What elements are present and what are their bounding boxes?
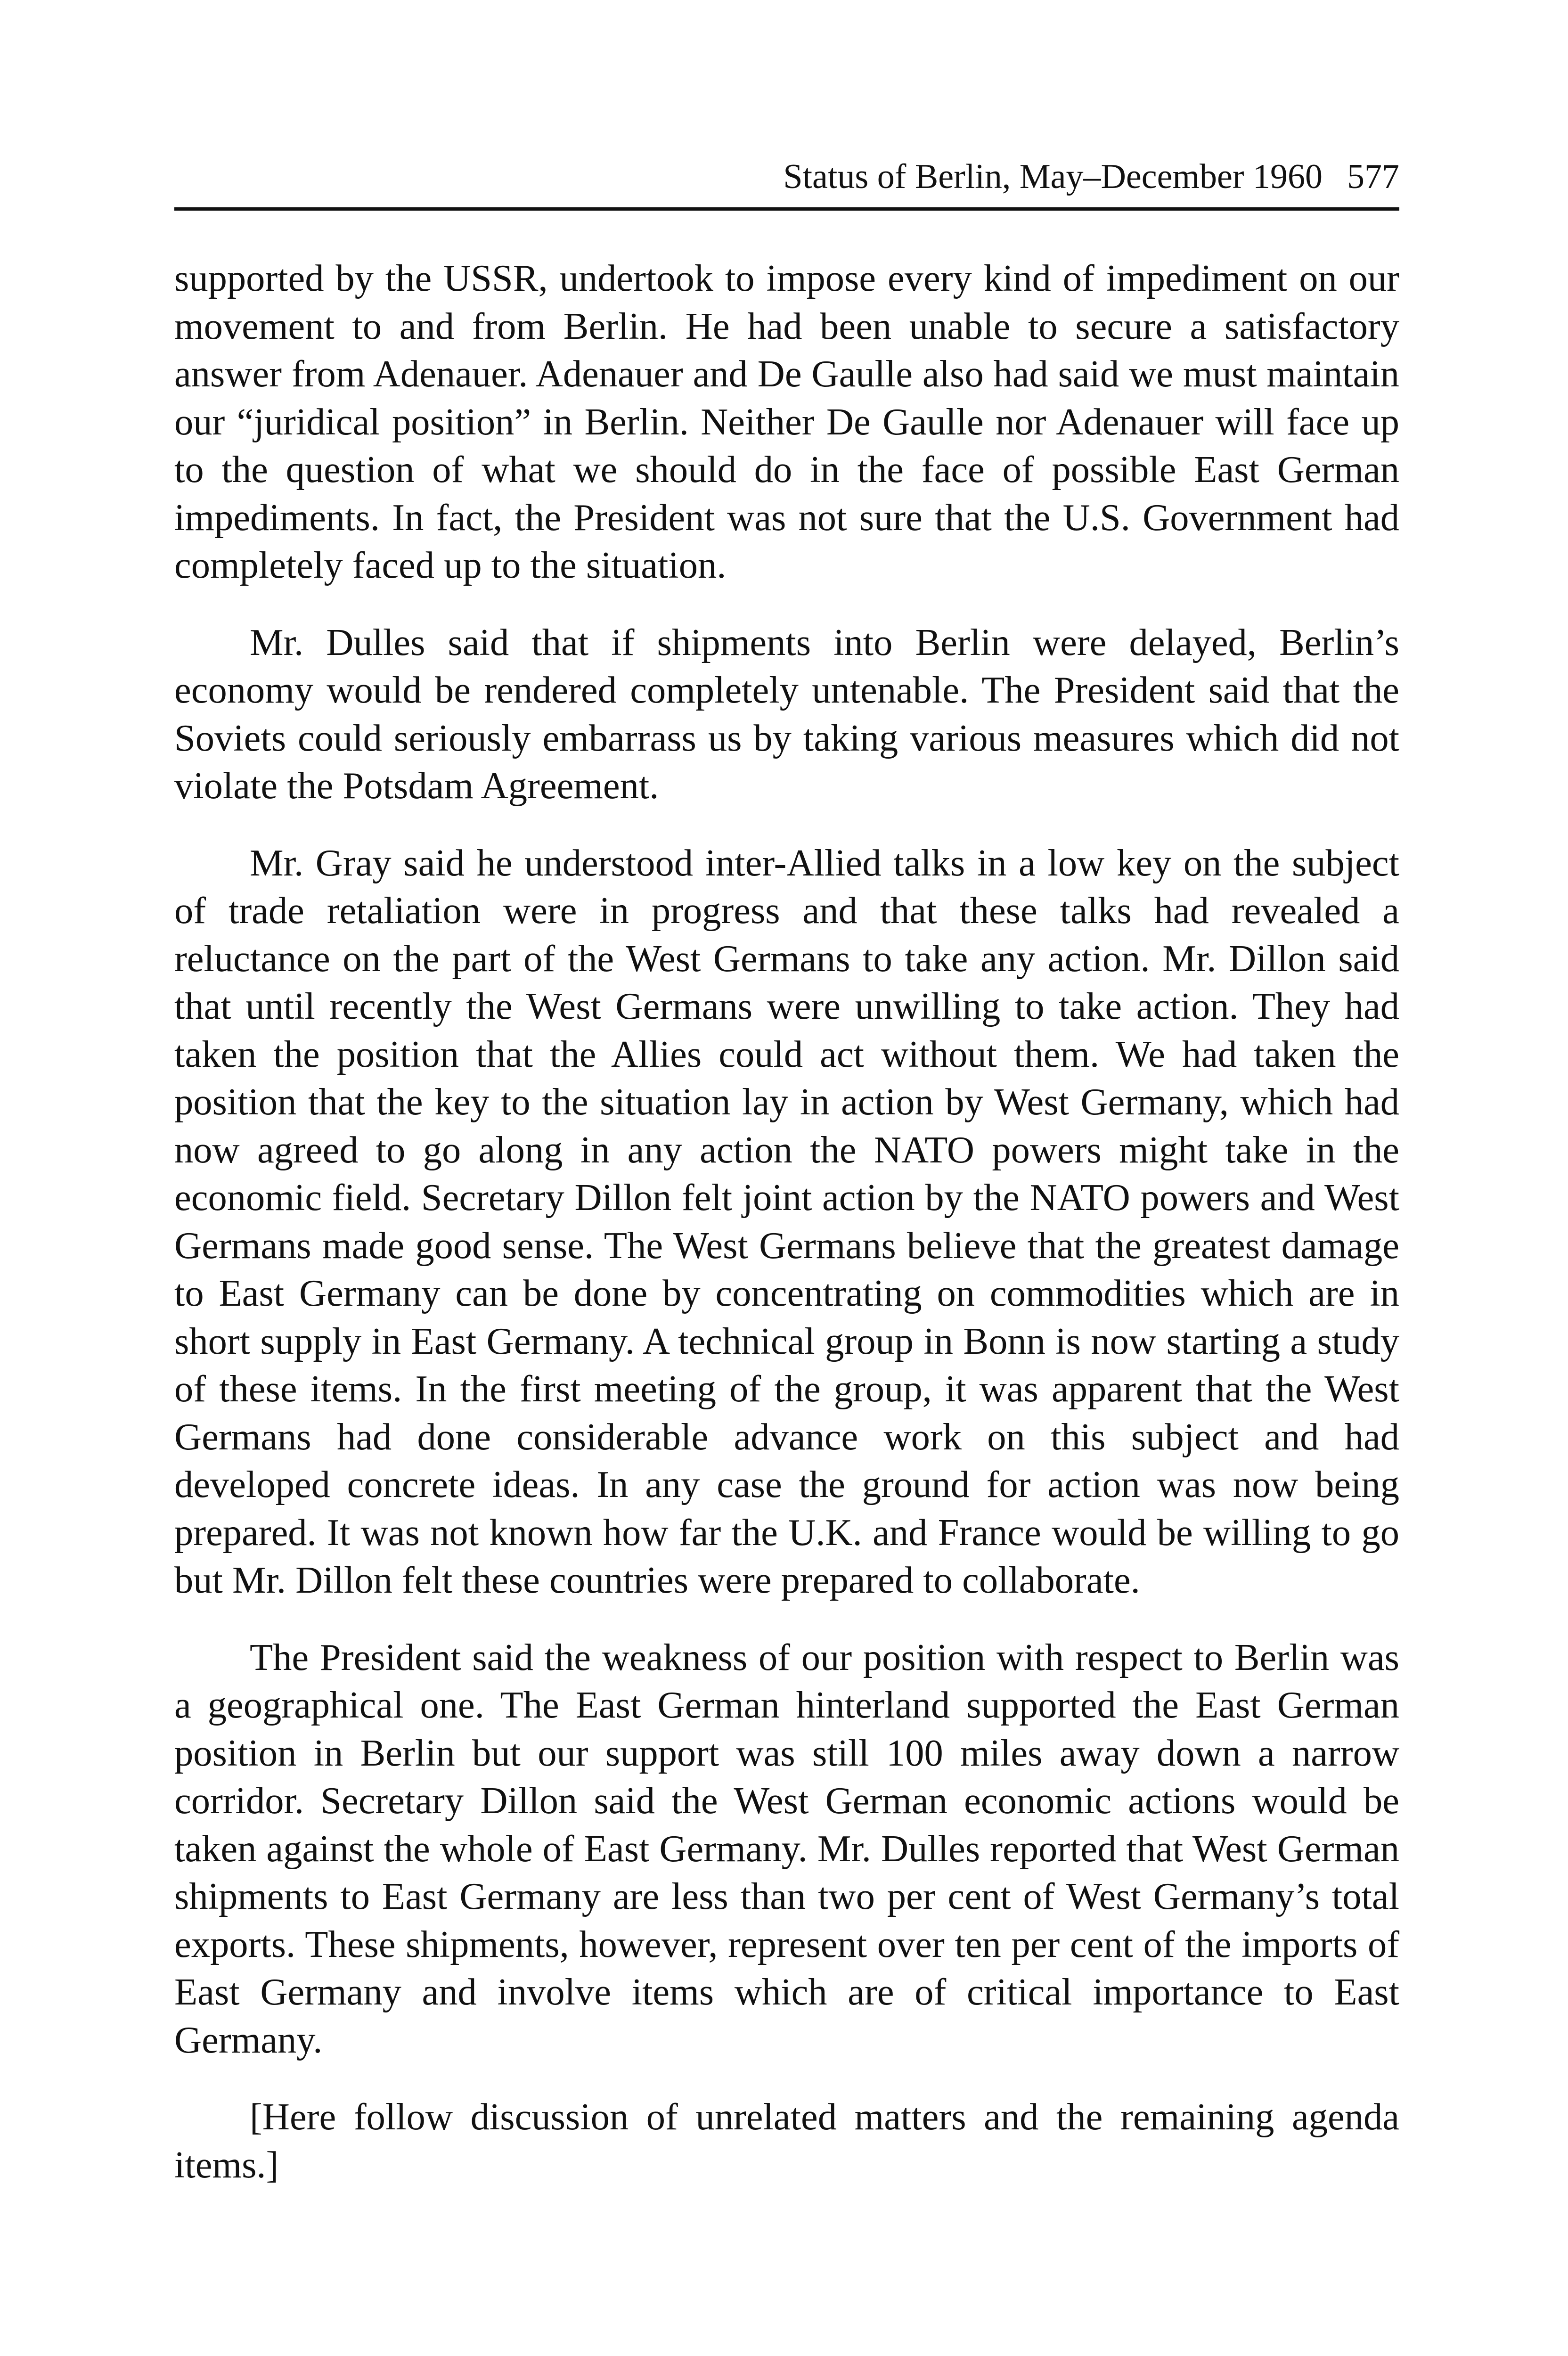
- document-page: [174, 0, 1399, 2356]
- paragraph-editorial-note: [Here follow discussion of unrelated matters and the remaining agenda items.]: [174, 2096, 1399, 2186]
- page-number: 577: [1347, 157, 1399, 196]
- running-header: [174, 159, 1399, 194]
- paragraph-continued: supported by the USSR, undertook to impose every kind of impediment on our movement to and from Berlin. He had been unable to secure a satisfactory answer from Adenauer. Adenauer and De Gaulle also had said we must maintain our “juridical position” in Berlin. Neither De Gaulle nor Adenauer will face up to the question of what we should do in the face of possible East German impediments. In fact, the President was not sure that the U.S. Government had completely faced up to the situation.: [174, 257, 1399, 586]
- paragraph: Mr. Dulles said that if shipments into Berlin were delayed, Berlin’s economy would be rendered completely untenable. The President said that the Soviets could seriously embarrass us by taking various measures which did not violate the Potsdam Agreement.: [174, 621, 1399, 807]
- body-text: [174, 254, 1399, 2218]
- header-rule: [174, 207, 1399, 211]
- paragraph: The President said the weakness of our position with respect to Berlin was a geographical one. The East German hinterland supported the East German position in Berlin but our support was still 100 miles away down a narrow corridor. Secretary Dillon said the West German economic actions would be taken against the whole of East Germany. Mr. Dulles reported that West German shipments to East Germany are less than two per cent of West Germany’s total exports. These shipments, however, represent over ten per cent of the imports of East Germany and involve items which are of critical importance to East Germany.: [174, 1636, 1399, 2061]
- paragraph: Mr. Gray said he understood inter-Allied talks in a low key on the subject of trade retaliation were in progress and that these talks had revealed a reluctance on the part of the West Germans to take any action. Mr. Dillon said that until recently the West Germans were unwilling to take action. They had taken the position that the Allies could act without them. We had taken the position that the key to the situation lay in action by West Germany, which had now agreed to go along in any action the NATO powers might take in the economic field. Secretary Dillon felt joint action by the NATO powers and West Germans made good sense. The West Germans believe that the greatest damage to East Germany can be done by concentrating on commodities which are in short supply in East Germany. A technical group in Bonn is now starting a study of these items. In the first meeting of the group, it was apparent that the West Germans had done considerable advance work on this subject and had developed concrete ideas. In any case the ground for action was now being prepared. It was not known how far the U.K. and France would be willing to go but Mr. Dillon felt these countries were prepared to collaborate.: [174, 842, 1399, 1601]
- running-title: Status of Berlin, May–December 1960: [783, 157, 1323, 196]
